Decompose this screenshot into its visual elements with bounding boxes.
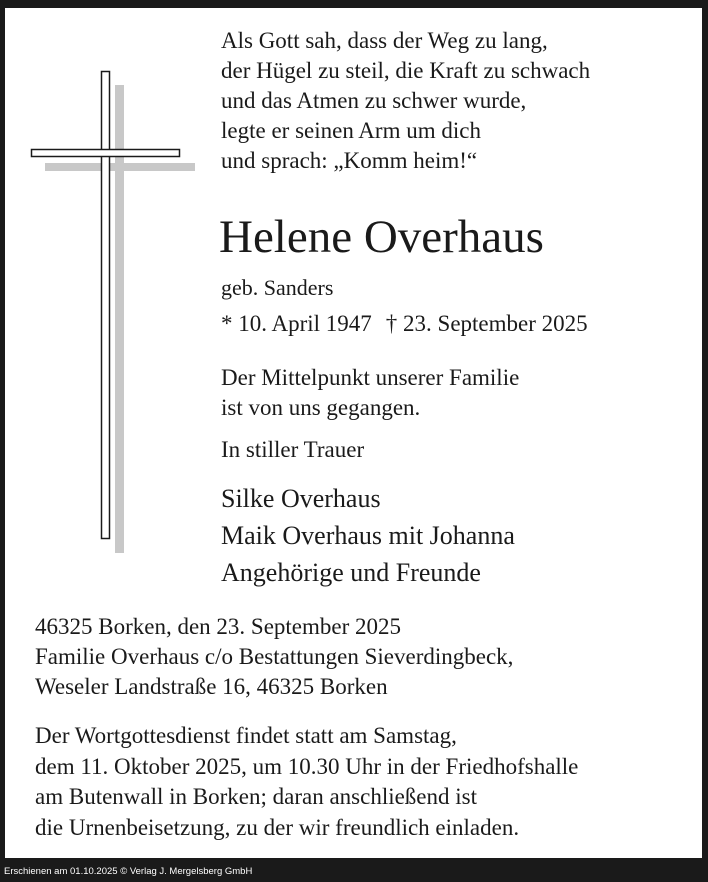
service-line: am Butenwall in Borken; daran anschließend ist [35,784,477,809]
service-info [35,721,578,843]
service-line: Der Wortgottesdienst findet statt am Samstag, [35,723,457,748]
deceased-name: Helene Overhaus [219,211,544,263]
tribute-line: Der Mittelpunkt unserer Familie [221,365,520,390]
life-dates [221,309,588,339]
poem-line: der Hügel zu steil, die Kraft zu schwach [221,58,591,83]
tribute-line: ist von uns gegangen. [221,395,421,420]
birth-date: * 10. April 1947 [221,311,372,336]
mourner: Maik Overhaus mit Johanna [221,521,515,550]
tribute [221,363,519,423]
birth-name: geb. Sanders [221,275,334,300]
cross-icon [5,8,205,568]
death-date: † 23. September 2025 [385,311,588,336]
poem-line: und sprach: „Komm heim!“ [221,148,478,173]
poem-line: legte er seinen Arm um dich [221,118,481,143]
obituary-notice [5,8,702,858]
mourning-phrase: In stiller Trauer [221,437,365,462]
address-block [35,612,513,702]
mourners-list [221,480,515,591]
poem-line: Als Gott sah, dass der Weg zu lang, [221,28,548,53]
publication-footer: Erschienen am 01.10.2025 © Verlag J. Mergelsberg GmbH [4,866,253,877]
address-line: Familie Overhaus c/o Bestattungen Sieverdingbeck, [35,644,514,669]
mourner: Angehörige und Freunde [221,558,481,587]
poem-line: und das Atmen zu schwer wurde, [221,88,527,113]
poem [221,26,590,176]
service-line: die Urnenbeisetzung, zu der wir freundlich einladen. [35,814,520,840]
address-line: 46325 Borken, den 23. September 2025 [35,614,402,639]
address-line: Weseler Landstraße 16, 46325 Borken [35,674,388,699]
service-line: dem 11. Oktober 2025, um 10.30 Uhr in der Friedhofshalle [35,753,579,779]
mourner: Silke Overhaus [221,484,381,513]
